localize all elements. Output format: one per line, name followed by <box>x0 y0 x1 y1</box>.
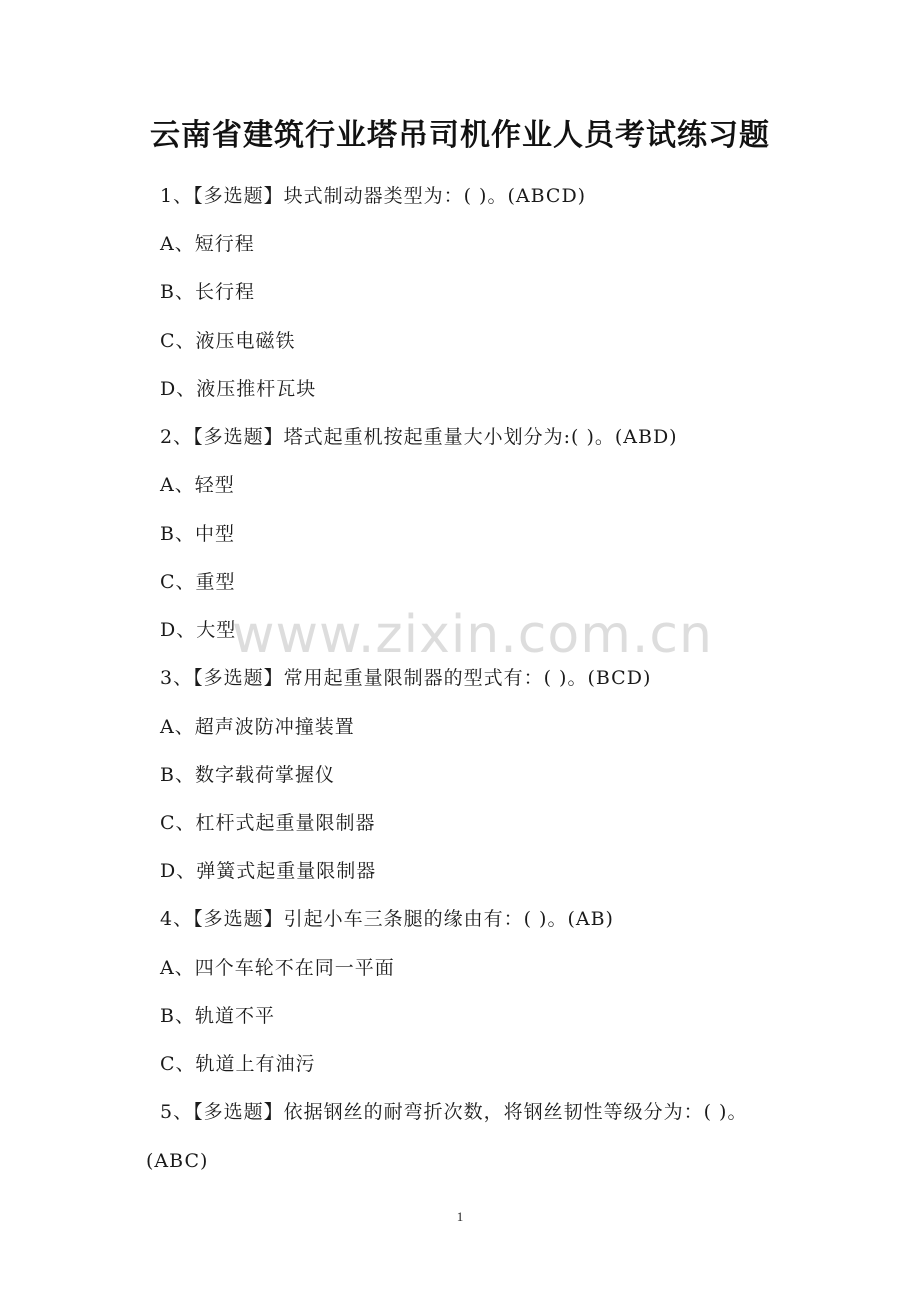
question-1-option-b: B、长行程 <box>160 281 255 303</box>
question-2-option-d: D、大型 <box>160 619 237 641</box>
question-1-option-d: D、液压推杆瓦块 <box>160 378 317 400</box>
question-1-option-a: A、短行程 <box>160 233 255 255</box>
question-4-option-c: C、轨道上有油污 <box>160 1053 316 1075</box>
question-2-option-a: A、轻型 <box>160 474 235 496</box>
question-3-option-b: B、数字载荷掌握仪 <box>160 764 335 786</box>
question-2-option-c: C、重型 <box>160 571 236 593</box>
watermark: www.zixin.com.cn <box>232 605 713 665</box>
question-3-option-a: A、超声波防冲撞装置 <box>160 716 355 738</box>
question-2: 2、【多选题】塔式起重机按起重量大小划分为:( )。(ABD) <box>160 426 678 448</box>
question-3: 3、【多选题】常用起重量限制器的型式有：( )。(BCD) <box>160 667 652 689</box>
question-1-option-c: C、液压电磁铁 <box>160 330 296 352</box>
question-5-answer: (ABC) <box>146 1150 209 1172</box>
question-3-option-d: D、弹簧式起重量限制器 <box>160 860 377 882</box>
question-5: 5、【多选题】依据钢丝的耐弯折次数，将钢丝韧性等级分为：( )。 <box>160 1101 748 1123</box>
page-title: 云南省建筑行业塔吊司机作业人员考试练习题 <box>150 118 770 153</box>
page-number: 1 <box>456 1209 464 1224</box>
question-4-option-a: A、四个车轮不在同一平面 <box>160 957 395 979</box>
question-4: 4、【多选题】引起小车三条腿的缘由有：( )。(AB) <box>160 908 614 930</box>
question-1: 1、【多选题】块式制动器类型为：( )。(ABCD) <box>160 185 587 207</box>
question-3-option-c: C、杠杆式起重量限制器 <box>160 812 376 834</box>
question-4-option-b: B、轨道不平 <box>160 1005 275 1027</box>
question-2-option-b: B、中型 <box>160 523 235 545</box>
